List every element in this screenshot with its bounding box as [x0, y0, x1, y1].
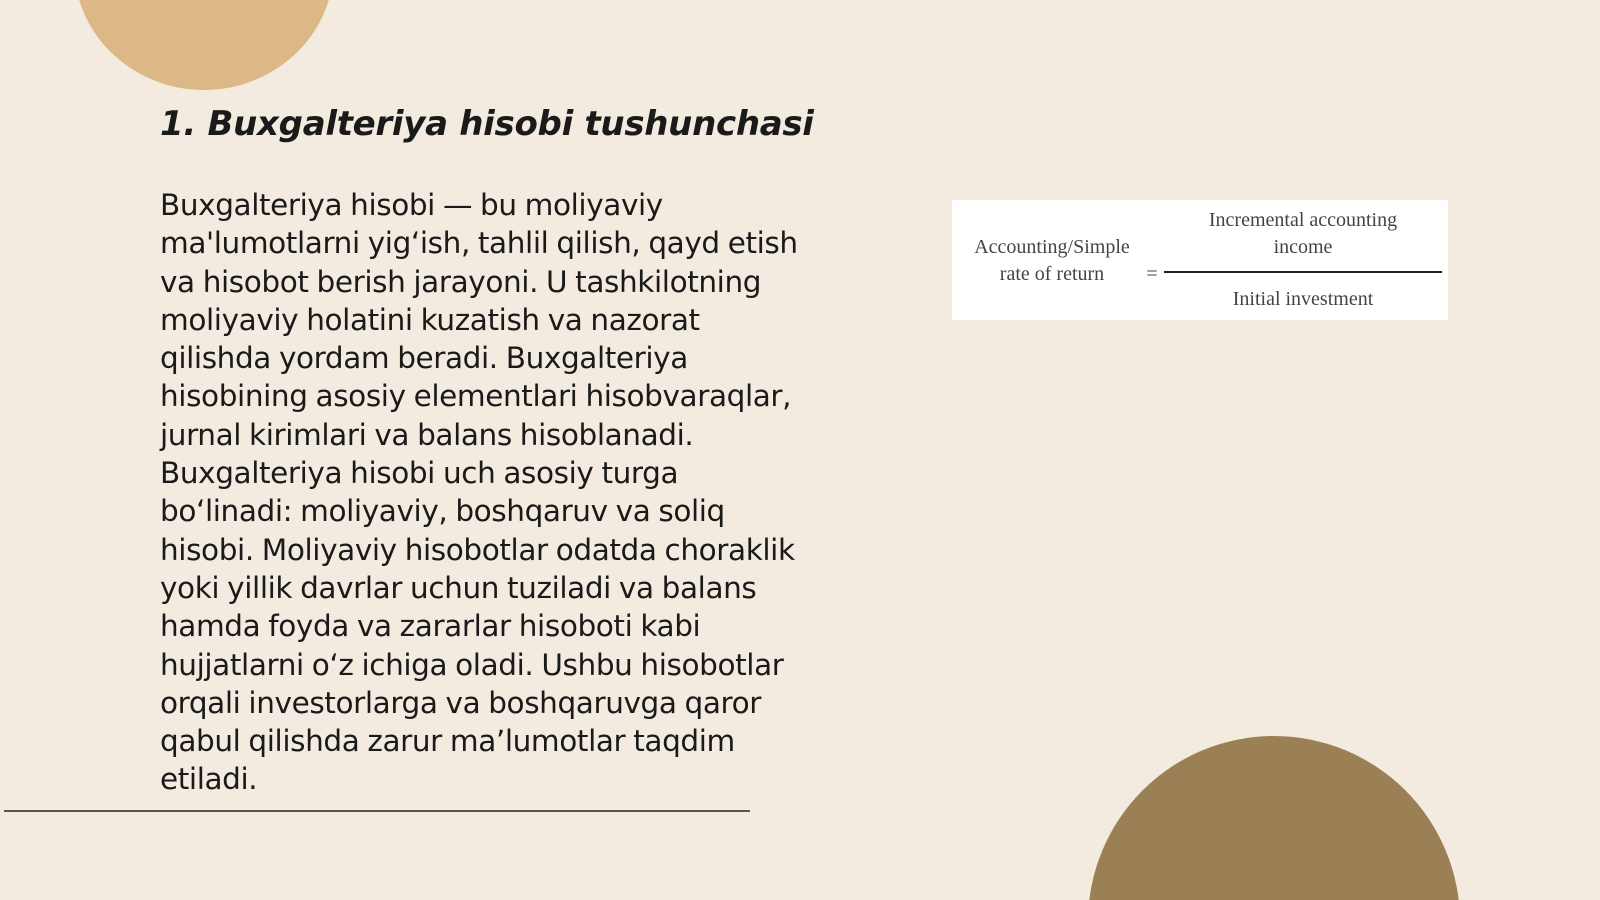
- formula-lhs-line: rate of return: [999, 263, 1105, 285]
- formula-numerator-line: income: [1273, 236, 1333, 258]
- body-line: hisobining asosiy elementlari hisobvaraqlar,: [160, 379, 792, 414]
- body-line: ma'lumotlarni yig‘ish, tahlil qilish, qayd etish: [160, 226, 798, 261]
- body-line: qilishda yordam beradi. Buxgalteriya: [160, 341, 688, 376]
- body-line: moliyaviy holatini kuzatish va nazorat: [160, 302, 700, 337]
- formula-lhs-line: Accounting/Simple: [974, 236, 1130, 258]
- decorative-circle-bottom: [1088, 736, 1460, 900]
- formula-numerator-line: Incremental accounting: [1208, 209, 1398, 231]
- slide-title: 1. Buxgalteriya hisobi tushunchasi: [160, 104, 814, 144]
- formula-lhs: [962, 234, 1142, 288]
- body-line: etiladi.: [160, 762, 258, 797]
- formula-fraction-bar: [1164, 271, 1442, 273]
- body-line: jurnal kirimlari va balans hisoblanadi.: [160, 417, 694, 452]
- horizontal-divider: [4, 810, 750, 812]
- formula-image: [952, 200, 1448, 320]
- body-line: hujjatlarni o‘z ichiga oladi. Ushbu hisobotlar: [160, 647, 784, 682]
- body-line: yoki yillik davrlar uchun tuziladi va balans: [160, 570, 757, 605]
- body-line: qabul qilishda zarur ma’lumotlar taqdim: [160, 724, 735, 759]
- body-line: hisobi. Moliyaviy hisobotlar odatda choraklik: [160, 532, 795, 567]
- body-line: Buxgalteriya hisobi uch asosiy turga: [160, 456, 679, 491]
- formula-denominator: Initial investment: [1232, 288, 1374, 310]
- slide-body-text: [160, 186, 840, 799]
- body-line: bo‘linadi: moliyaviy, boshqaruv va soliq: [160, 494, 725, 529]
- body-line: hamda foyda va zararlar hisoboti kabi: [160, 609, 701, 644]
- decorative-circle-top: [74, 0, 334, 90]
- body-line: va hisobot berish jarayoni. U tashkilotning: [160, 264, 762, 299]
- body-line: orqali investorlarga va boshqaruvga qaror: [160, 685, 761, 720]
- formula-numerator: [1164, 207, 1442, 261]
- formula-equals-sign: =: [1146, 263, 1158, 285]
- body-line: Buxgalteriya hisobi — bu moliyaviy: [160, 188, 663, 222]
